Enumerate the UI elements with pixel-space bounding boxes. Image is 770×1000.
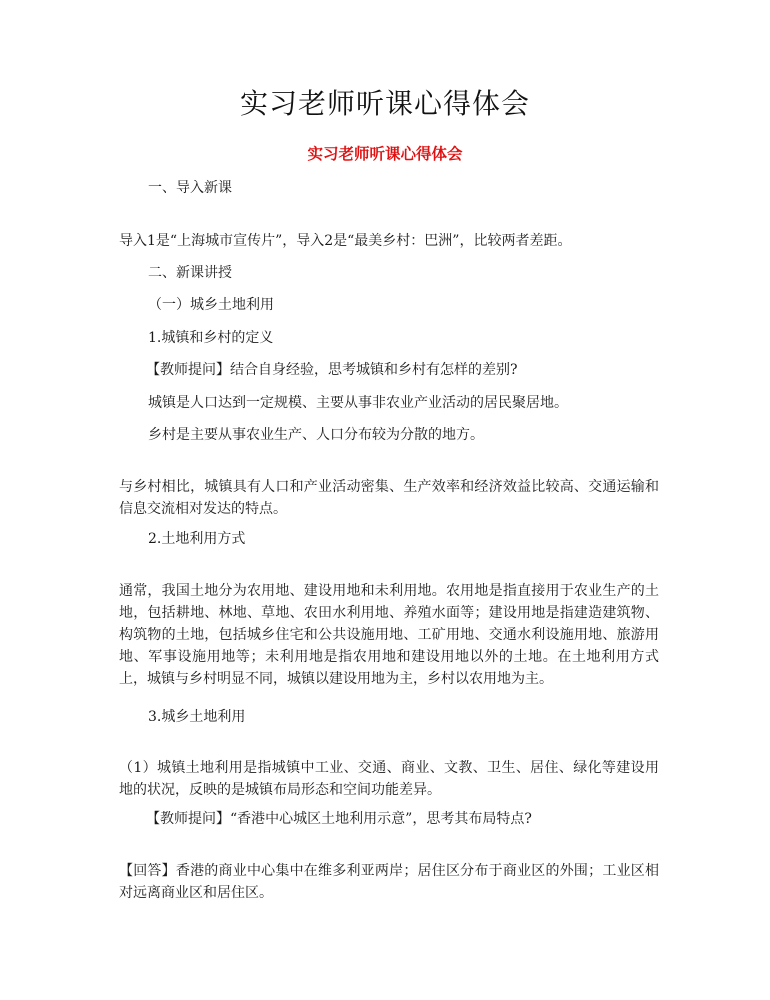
section-heading-lesson: 二、新课讲授 [148, 265, 232, 281]
item-heading-land-use-mode: 2.土地利用方式 [148, 531, 246, 547]
paragraph-town-features: 与乡村相比，城镇具有人口和产业活动密集、生产效率和经济效益比较高、交通运输和信息交流相对发达的特点。 [119, 479, 659, 517]
paragraph-land-classification: 通常，我国土地分为农用地、建设用地和未利用地。农用地是指直接用于农业生产的土地，包括耕地、林地、草地、农田水利用地、养殖水面等；建设用地是指建造建筑物、构筑物的土地，包括城乡住宅和公共设施用地、工矿用地、交通水利设施用地、旅游用地、军事设施用地等；未利用地是指农用地和建设用地以外的土地。在土地利用方式上，城镇与乡村明显不同，城镇以建设用地为主，乡村以农用地为主。 [119, 583, 659, 687]
item-heading-urban-rural-land-use: 3.城乡土地利用 [148, 709, 246, 725]
paragraph-village-definition: 乡村是主要从事农业生产、人口分布较为分散的地方。 [148, 427, 484, 443]
paragraph-answer: 【回答】香港的商业中心集中在维多利亚两岸；居住区分布于商业区的外围；工业区相对远离商业区和居住区。 [119, 863, 659, 901]
document-title: 实习老师听课心得体会 [239, 87, 530, 120]
paragraph-intro-compare: 导入1是“上海城市宣传片”，导入2是“最美乡村：巴洲”，比较两者差距。 [119, 233, 572, 249]
paragraph-town-definition: 城镇是人口达到一定规模、主要从事非农业产业活动的居民聚居地。 [148, 395, 568, 411]
item-heading-definition: 1.城镇和乡村的定义 [148, 330, 274, 346]
paragraph-teacher-question-1: 【教师提问】结合自身经验，思考城镇和乡村有怎样的差别? [146, 362, 518, 378]
document-subtitle: 实习老师听课心得体会 [307, 144, 463, 163]
paragraph-urban-land-use: （1）城镇土地利用是指城镇中工业、交通、商业、文教、卫生、居住、绿化等建设用地的状况，反映的是城镇布局形态和空间功能差异。 [119, 760, 659, 798]
subsection-heading-land-use: （一）城乡土地利用 [148, 297, 274, 313]
paragraph-teacher-question-2: 【教师提问】“香港中心城区土地利用示意”，思考其布局特点? [146, 811, 532, 827]
section-heading-intro: 一、导入新课 [148, 180, 232, 196]
